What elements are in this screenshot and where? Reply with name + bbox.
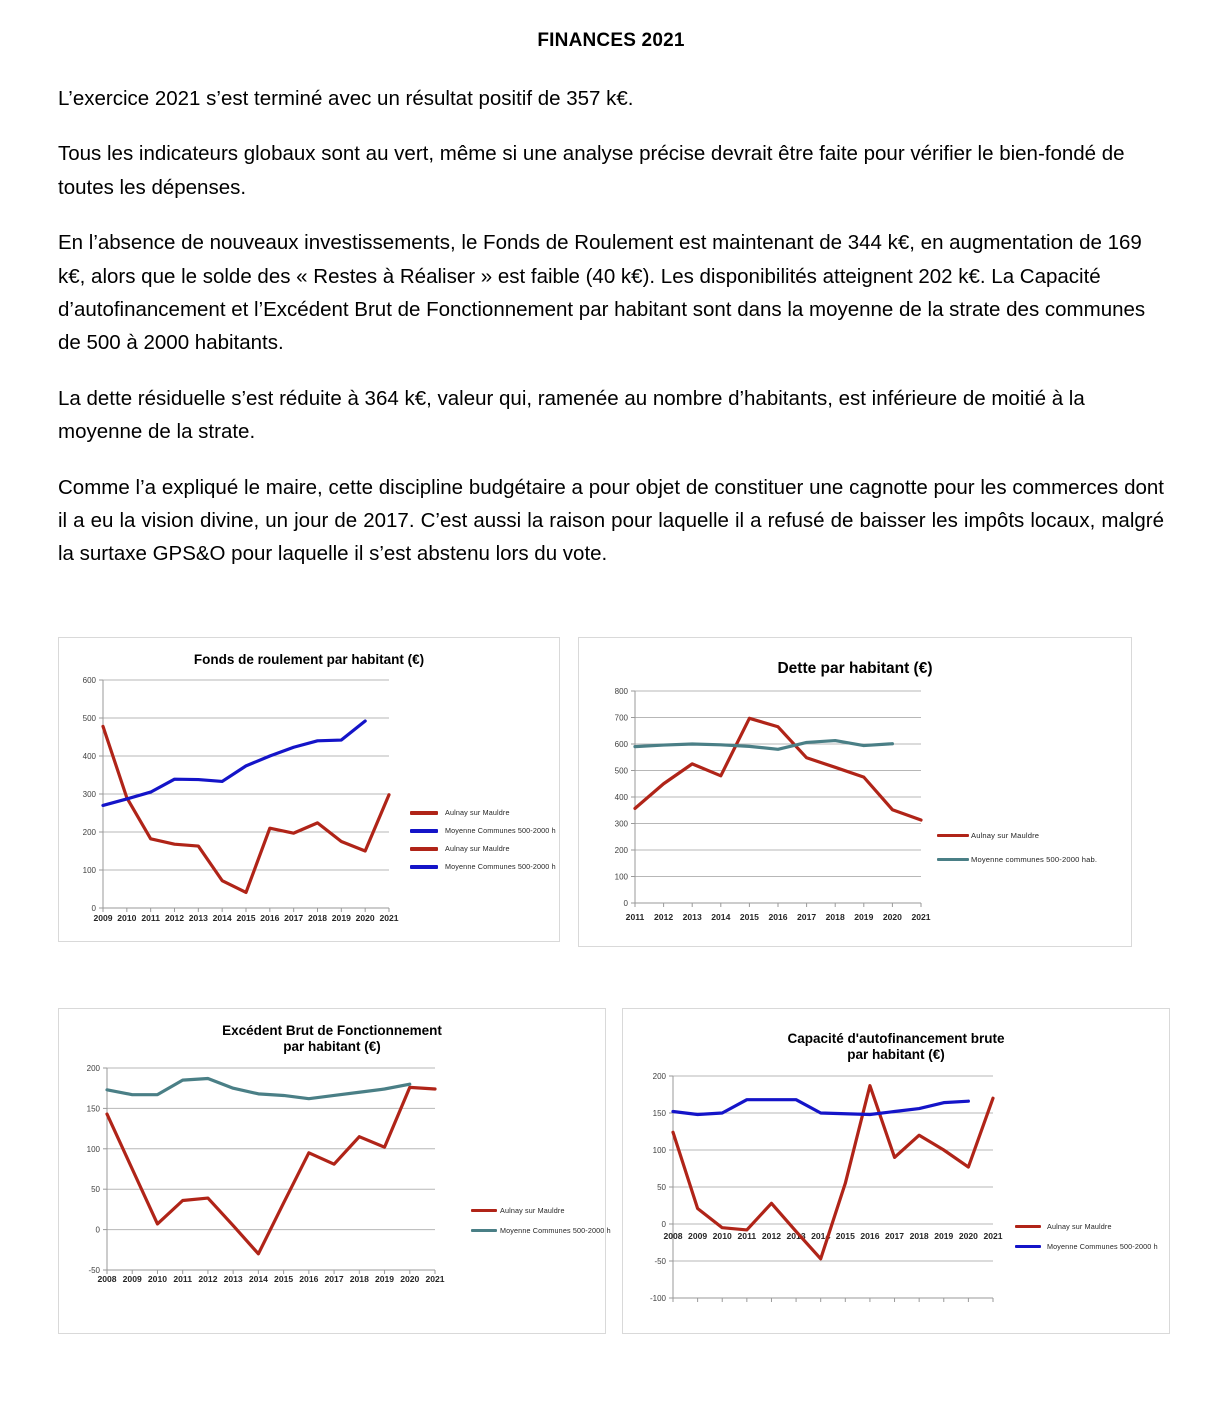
svg-text:100: 100 — [614, 872, 628, 882]
svg-text:2015: 2015 — [274, 1273, 294, 1284]
chart-legend-fonds — [410, 808, 556, 880]
chart-title-caf — [623, 1009, 1169, 1064]
svg-text:2010: 2010 — [117, 913, 137, 924]
svg-text:150: 150 — [86, 1104, 100, 1114]
svg-text:100: 100 — [652, 1145, 666, 1155]
legend-color-swatch — [937, 834, 969, 838]
legend-color-swatch — [410, 865, 438, 869]
svg-text:2011: 2011 — [173, 1273, 193, 1284]
svg-text:2011: 2011 — [141, 913, 160, 924]
legend-item-label: Aulnay sur Mauldre — [445, 808, 510, 818]
legend-item[interactable] — [1015, 1242, 1158, 1251]
svg-text:2014: 2014 — [811, 1230, 831, 1241]
chart-legend-ebf — [471, 1206, 611, 1246]
legend-item[interactable] — [410, 844, 556, 853]
legend-item-label: Moyenne communes 500-2000 hab. — [971, 854, 1098, 864]
paragraph-4: La dette résiduelle s’est réduite à 364 k€, valeur qui, ramenée au nombre d’habitants, est inférieure de moitié à la moyenne de la strate. — [58, 386, 1085, 444]
svg-text:2019: 2019 — [374, 1273, 395, 1284]
chart-plot-fonds — [59, 668, 559, 938]
svg-text:-100: -100 — [649, 1293, 666, 1303]
legend-item[interactable] — [471, 1206, 611, 1215]
svg-text:600: 600 — [614, 739, 628, 749]
svg-text:2018: 2018 — [909, 1230, 929, 1241]
svg-text:2017: 2017 — [324, 1273, 344, 1284]
svg-text:2020: 2020 — [355, 913, 375, 924]
chart-plot-caf — [623, 1064, 1169, 1328]
svg-text:2020: 2020 — [882, 911, 902, 922]
svg-text:2008: 2008 — [97, 1273, 117, 1284]
svg-text:2009: 2009 — [688, 1230, 708, 1241]
page-title: FINANCES 2021 — [537, 30, 685, 51]
svg-text:2014: 2014 — [212, 913, 232, 924]
svg-text:-50: -50 — [654, 1256, 666, 1266]
svg-text:2013: 2013 — [786, 1230, 806, 1241]
paragraph-5: Comme l’a expliqué le maire, cette discipline budgétaire a pour objet de constituer une cagnotte pour les commerces dont il a eu la vision divine, un jour de 2017. C’est aussi la raison pour laquelle il a refusé de baisser les impôts locaux, malgré la surtaxe GPS&O pour laquelle il s’est abstenu lors du vote. — [58, 475, 1164, 566]
svg-text:2019: 2019 — [331, 913, 351, 924]
svg-text:2021: 2021 — [379, 913, 399, 924]
chart-title-caf-line1: Capacité d'autofinancement brute — [787, 1031, 1005, 1046]
svg-text:400: 400 — [614, 792, 628, 802]
chart-body-fonds — [59, 668, 559, 938]
svg-text:2016: 2016 — [260, 913, 280, 924]
legend-item[interactable] — [410, 862, 556, 871]
svg-text:200: 200 — [652, 1071, 666, 1081]
chart-title-caf-line2: par habitant (€) — [847, 1047, 945, 1063]
svg-text:2008: 2008 — [663, 1230, 683, 1241]
legend-item-label: Aulnay sur Mauldre — [500, 1205, 565, 1215]
document-body — [58, 52, 1164, 571]
legend-color-swatch — [1015, 1245, 1041, 1249]
chart-dette-par-habitant — [578, 637, 1132, 947]
svg-text:50: 50 — [91, 1185, 100, 1195]
svg-text:2010: 2010 — [147, 1273, 168, 1284]
svg-text:2017: 2017 — [284, 913, 304, 924]
chart-fonds-de-roulement — [58, 637, 560, 942]
legend-color-swatch — [471, 1209, 497, 1213]
chart-title-fonds: Fonds de roulement par habitant (€) — [193, 652, 425, 667]
chart-excedent-brut-fonctionnement — [58, 1008, 611, 1334]
legend-item-label: Moyenne Communes 500-2000 h — [500, 1225, 611, 1235]
svg-text:2013: 2013 — [223, 1273, 243, 1284]
svg-text:2018: 2018 — [825, 911, 845, 922]
svg-text:2012: 2012 — [761, 1230, 782, 1241]
svg-text:2020: 2020 — [958, 1230, 978, 1241]
svg-text:300: 300 — [82, 790, 96, 800]
legend-item-label: Moyenne Communes 500-2000 h — [445, 826, 556, 836]
svg-text:2012: 2012 — [198, 1273, 218, 1284]
legend-item[interactable] — [937, 831, 1097, 840]
svg-text:800: 800 — [614, 686, 628, 696]
legend-item-label: Aulnay sur Mauldre — [971, 830, 1040, 840]
svg-text:2015: 2015 — [835, 1230, 855, 1241]
svg-text:2016: 2016 — [860, 1230, 880, 1241]
svg-text:200: 200 — [86, 1063, 100, 1073]
svg-text:400: 400 — [82, 752, 96, 762]
svg-text:300: 300 — [614, 819, 628, 829]
svg-text:500: 500 — [82, 714, 96, 724]
svg-text:2019: 2019 — [854, 911, 874, 922]
svg-text:2021: 2021 — [425, 1273, 445, 1284]
chart-title-ebf-line2: par habitant (€) — [283, 1039, 381, 1055]
chart-plot-dette — [579, 679, 1131, 937]
svg-text:2011: 2011 — [625, 911, 645, 922]
svg-text:2016: 2016 — [299, 1273, 319, 1284]
legend-item-label: Moyenne Communes 500-2000 h — [1047, 1241, 1158, 1251]
svg-text:200: 200 — [82, 828, 96, 838]
legend-item[interactable] — [471, 1226, 611, 1235]
svg-text:2014: 2014 — [711, 911, 731, 922]
svg-text:2009: 2009 — [93, 913, 113, 924]
svg-text:2009: 2009 — [122, 1273, 142, 1284]
svg-text:0: 0 — [623, 898, 628, 908]
svg-text:0: 0 — [91, 904, 96, 914]
svg-text:500: 500 — [614, 766, 628, 776]
svg-text:100: 100 — [82, 866, 96, 876]
svg-text:50: 50 — [657, 1182, 666, 1192]
svg-text:600: 600 — [82, 676, 96, 686]
svg-text:2011: 2011 — [737, 1230, 757, 1241]
svg-text:2013: 2013 — [188, 913, 208, 924]
legend-color-swatch — [410, 847, 438, 851]
svg-text:2012: 2012 — [654, 911, 674, 922]
legend-item[interactable] — [937, 855, 1097, 864]
chart-legend-dette — [937, 831, 1097, 879]
legend-color-swatch — [471, 1229, 497, 1233]
svg-text:2019: 2019 — [934, 1230, 954, 1241]
svg-text:2020: 2020 — [400, 1273, 420, 1284]
svg-text:2017: 2017 — [884, 1230, 905, 1241]
legend-color-swatch — [410, 829, 438, 833]
svg-text:2016: 2016 — [768, 911, 788, 922]
document-page — [0, 30, 1222, 1410]
svg-text:0: 0 — [95, 1225, 100, 1235]
chart-title-ebf — [59, 1009, 605, 1056]
svg-text:2013: 2013 — [682, 911, 702, 922]
legend-color-swatch — [937, 858, 969, 862]
svg-text:-50: -50 — [88, 1265, 100, 1275]
chart-body-dette — [579, 679, 1131, 937]
chart-capacite-autofinancement — [622, 1008, 1170, 1334]
svg-text:2010: 2010 — [712, 1230, 732, 1241]
svg-text:150: 150 — [652, 1108, 666, 1118]
paragraph-3: En l’absence de nouveaux investissements, le Fonds de Roulement est maintenant de 344 k€, en augmentation de 169 k€, alors que le solde des « Restes à Réaliser » est faible (40 k€). Les disponibilités atteignent 202 k€. La Capacité d’autofinancement et l’Excédent Brut de Fonctionnement par habitant sont dans la moyenne de la strate des communes de 500 à 2000 habitants. — [58, 231, 1146, 355]
chart-body-caf — [623, 1064, 1169, 1328]
svg-text:100: 100 — [86, 1144, 100, 1154]
chart-plot-ebf — [59, 1056, 605, 1328]
legend-item[interactable] — [410, 826, 556, 835]
legend-item-label: Aulnay sur Mauldre — [445, 844, 510, 854]
svg-text:2021: 2021 — [983, 1230, 1003, 1241]
legend-color-swatch — [410, 811, 438, 815]
paragraph-1: L’exercice 2021 s’est terminé avec un résultat positif de 357 k€. — [58, 87, 634, 110]
legend-item[interactable] — [410, 808, 556, 817]
legend-item-label: Moyenne Communes 500-2000 h — [445, 862, 556, 872]
chart-body-ebf — [59, 1056, 611, 1328]
chart-legend-caf — [1015, 1222, 1158, 1262]
svg-text:2017: 2017 — [797, 911, 817, 922]
svg-text:2014: 2014 — [248, 1273, 268, 1284]
svg-text:0: 0 — [661, 1219, 666, 1229]
svg-text:2012: 2012 — [164, 913, 185, 924]
legend-color-swatch — [1015, 1225, 1041, 1229]
svg-text:2015: 2015 — [739, 911, 759, 922]
chart-title-dette: Dette par habitant (€) — [777, 660, 933, 677]
svg-text:2018: 2018 — [349, 1273, 369, 1284]
chart-title-ebf-line1: Excédent Brut de Fonctionnement — [222, 1023, 442, 1038]
svg-text:2015: 2015 — [236, 913, 256, 924]
paragraph-2: Tous les indicateurs globaux sont au vert, même si une analyse précise devrait être faite pour vérifier le bien-fondé de toutes les dépenses. — [58, 142, 1125, 199]
svg-text:2021: 2021 — [911, 911, 931, 922]
svg-text:700: 700 — [614, 713, 628, 723]
svg-text:200: 200 — [614, 845, 628, 855]
svg-text:2018: 2018 — [307, 913, 328, 924]
legend-item-label: Aulnay sur Mauldre — [1047, 1221, 1112, 1231]
legend-item[interactable] — [1015, 1222, 1158, 1231]
